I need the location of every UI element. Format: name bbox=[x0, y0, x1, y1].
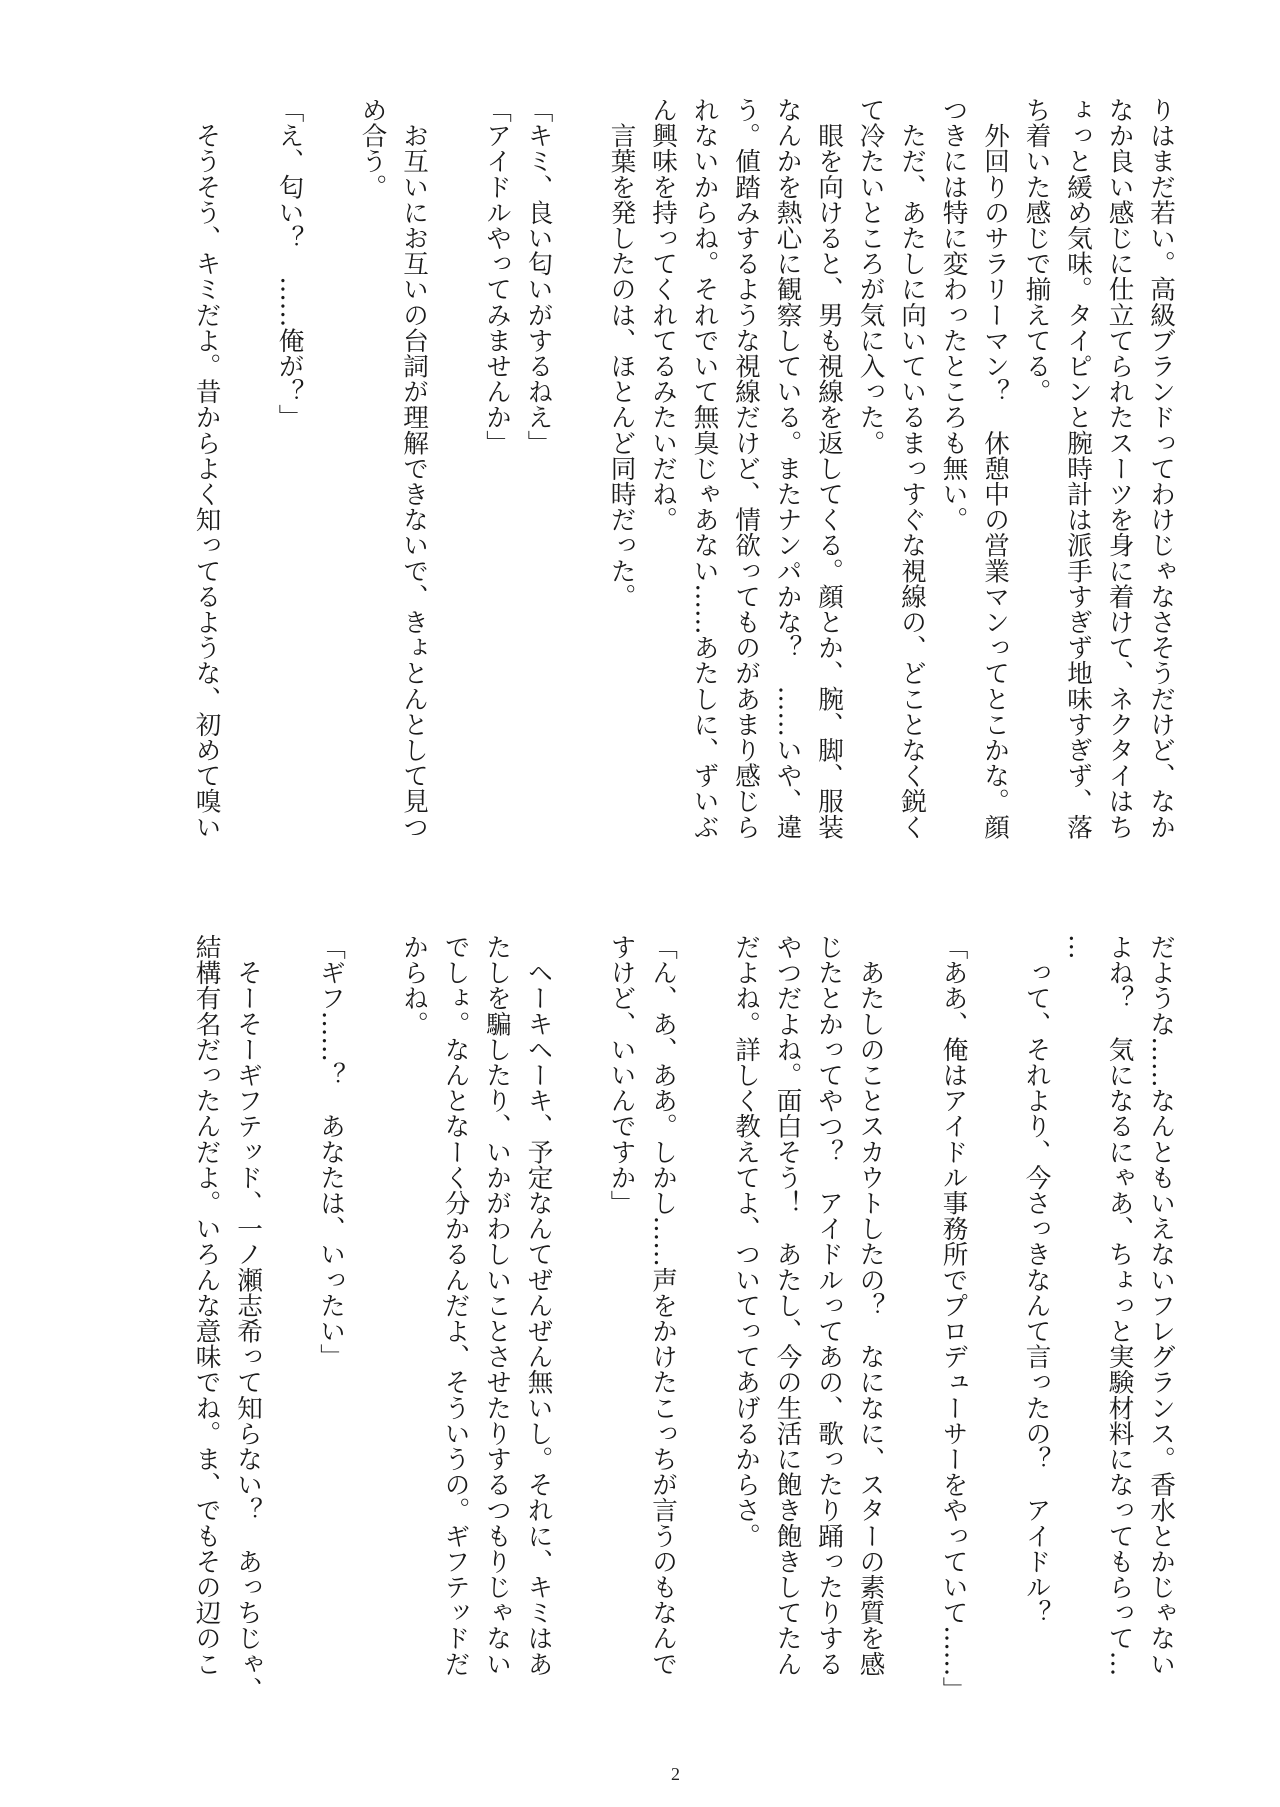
text-line: そうそう、キミだよ。昔からよく知ってるような、初めて嗅い bbox=[191, 97, 222, 840]
text-line: 言葉を発したのは、ほとんど同時だった。 bbox=[606, 97, 637, 609]
text-line: て冷たいところが気に入った。 bbox=[855, 97, 886, 456]
blank-line bbox=[268, 934, 310, 1724]
blank-line bbox=[559, 934, 601, 1724]
text-line: なか良い感じに仕立てられたスーツを身に着けて、ネクタイはち bbox=[1104, 97, 1135, 840]
text-line: 眼を向けると、男も視線を返してくる。顔とか、腕、脚、服装 bbox=[814, 97, 844, 840]
text-line: だような……なんともいえないフレグランス。香水とかじゃない bbox=[1146, 934, 1176, 1677]
text-line: 「ギフ……？ あなたは、いったい」 bbox=[316, 934, 346, 1370]
text-line: たしを騙したり、いかがわしいことさせたりするつもりじゃない bbox=[482, 934, 512, 1677]
text-line: め合う。 bbox=[357, 97, 388, 200]
text-line: やつだよね。面白そう！ あたし、今の生活に飽き飽きしてたん bbox=[772, 934, 803, 1677]
text-line: う。値踏みするような視線だけど、情欲ってものがあまり感じら bbox=[731, 97, 761, 840]
text-line: 「ん、あ、ああ。しかし……声をかけたこっちが言うのもなんで bbox=[648, 934, 678, 1677]
blank-line bbox=[683, 934, 725, 1724]
text-line: でしょ。なんとなーく分かるんだよ、そういうの。ギフテッドだ bbox=[440, 934, 471, 1677]
text-line: ヘーキヘーキ、予定なんてぜんぜん無いし。それに、キミはあ bbox=[523, 934, 554, 1677]
text-line: からね。 bbox=[399, 934, 429, 1037]
text-line: ち着いた感じで揃えてる。 bbox=[1021, 97, 1052, 405]
text-block-top bbox=[185, 97, 1181, 877]
text-line: ょっと緩め気味。タイピンと腕時計は派手すぎず地味すぎず、落 bbox=[1063, 97, 1093, 840]
text-line: あたしのことスカウトしたの？ なになに、スターの素質を感 bbox=[855, 934, 886, 1677]
text-line: 外回りのサラリーマン？ 休憩中の営業マンってとこかな。顔 bbox=[980, 97, 1010, 840]
text-line: 結構有名だったんだよ。いろんな意味でね。ま、でもその辺のこ bbox=[191, 934, 222, 1677]
text-block-bottom bbox=[185, 934, 1181, 1724]
text-line: よね？ 気になるにゃあ、ちょっと実験材料になってもらって… bbox=[1104, 934, 1135, 1677]
text-line: だよね。詳しく教えてよ、ついてってあげるからさ。 bbox=[731, 934, 761, 1549]
blank-line bbox=[351, 934, 393, 1724]
blank-line bbox=[559, 97, 601, 877]
blank-line bbox=[974, 934, 1016, 1724]
text-line: 「キミ、良い匂いがするねえ」 bbox=[523, 97, 554, 456]
text-line: 「ああ、俺はアイドル事務所でプロデューサーをやっていて……」 bbox=[938, 934, 969, 1702]
text-line: りはまだ若い。高級ブランドってわけじゃなさそうだけど、なか bbox=[1146, 97, 1176, 840]
blank-line bbox=[891, 934, 933, 1724]
text-line: って、それより、今さっきなんて言ったの？ アイドル？ bbox=[1021, 934, 1052, 1626]
blank-line bbox=[310, 97, 352, 877]
text-line: なんかを熱心に観察している。またナンパかな？ ……いや、違 bbox=[772, 97, 803, 840]
text-line: そーそーギフテッド、一ノ瀬志希って知らない？ あっちじゃ、 bbox=[233, 934, 263, 1702]
text-line: つきには特に変わったところも無い。 bbox=[938, 97, 969, 533]
text-line: じたとかってやつ？ アイドルってあの、歌ったり踊ったりする bbox=[814, 934, 844, 1677]
text-line: 「アイドルやってみませんか」 bbox=[482, 97, 512, 456]
text-line: ただ、あたしに向いているまっすぐな視線の、どことなく鋭く bbox=[897, 97, 927, 840]
text-line: 「え、匂い？ ……俺が？」 bbox=[274, 97, 305, 430]
blank-line bbox=[227, 97, 269, 877]
text-line: … bbox=[1063, 934, 1093, 960]
blank-line bbox=[434, 97, 476, 877]
text-line: ん興味を持ってくれてるみたいだね。 bbox=[648, 97, 678, 533]
text-line: すけど、いいんですか」 bbox=[606, 934, 637, 1216]
text-line: れないからね。それでいて無臭じゃあない……あたしに、ずいぶ bbox=[689, 97, 720, 840]
page-number: 2 bbox=[671, 1764, 680, 1784]
text-line: お互いにお互いの台詞が理解できないで、きょとんとして見つ bbox=[399, 97, 429, 840]
